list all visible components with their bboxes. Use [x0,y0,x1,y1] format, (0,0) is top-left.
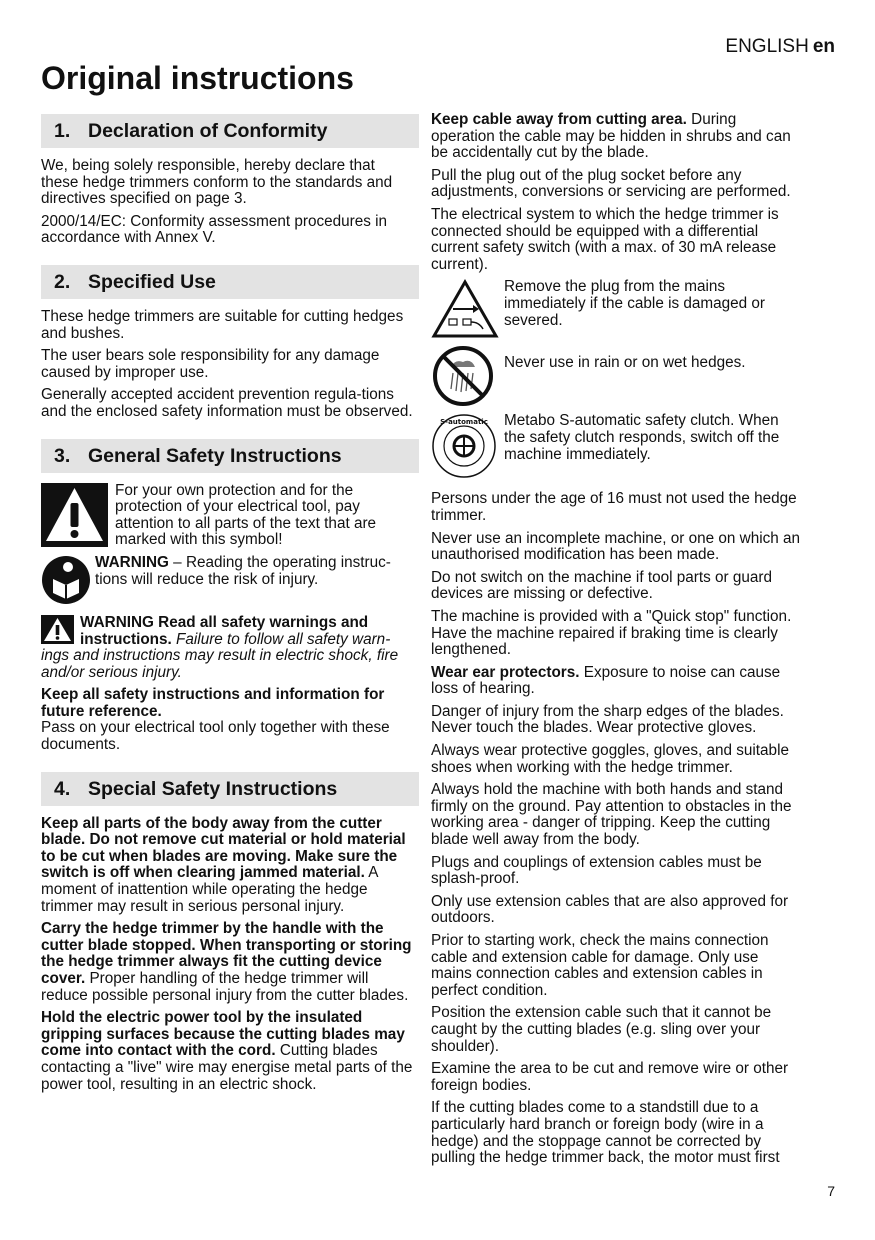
section-title: General Safety Instructions [88,444,342,467]
warning-read-text [95,555,413,588]
paragraph: Always hold the machine with both hands and stand firmly on the ground. Pay attention to obstacles in the working area - danger of tripping. Keep the cutting blade well away from the body. [431,781,792,849]
left-column [41,114,413,1099]
paragraph: Always wear protective goggles, gloves, and suitable shoes when working with the hedge trimmer. [431,742,789,776]
no-rain-row [431,345,803,407]
page-title: Original instructions [41,60,354,96]
paragraph [41,921,413,1004]
section-number: 4. [54,777,71,800]
clutch-row [431,413,803,479]
paragraph: Never use an incomplete machine, or one on which an unauthorised modification has been made. [431,529,801,564]
section-title: Special Safety Instructions [88,777,338,800]
section-title: Declaration of Conformity [88,120,328,142]
body-text: Exposure to noise can cause loss of hearing. [431,663,781,698]
no-rain-icon [431,345,495,407]
paragraph: Plugs and couplings of extension cables must be splash-proof. [431,853,762,888]
unplug-row [431,279,803,339]
paragraph: Do not switch on the machine if tool parts or guard devices are missing or defective. [431,568,772,603]
paragraph: Examine the area to be cut and remove wire or other foreign bodies. [431,1060,789,1094]
section-heading-2 [41,265,419,299]
section-heading-4 [41,772,419,806]
bold-text: Hold the electric power tool by the insulated gripping surfaces because the cutting blades may come into contact with the cord. [41,1009,405,1060]
paragraph: Danger of injury from the sharp edges of the blades. Never touch the blades. Wear protective gloves. [431,702,784,737]
paragraph: Never use in rain or on wet hedges. [504,354,746,372]
paragraph: If the cutting blades come to a standstill due to a particularly hard branch or foreign body (wire in a hedge) and the stoppage cannot be corrected by pulling the hedge trimmer back, the motor must first [431,1099,780,1167]
unplug-warning-icon [431,279,499,339]
paragraph: For your own protection and for the protection of your electrical tool, pay attention to all parts of the text that are marked with this symbol! [115,481,377,549]
warning-all-paragraph [41,615,413,681]
s-automatic-clutch-icon [431,413,497,479]
paragraph: Generally accepted accident prevention regula-tions and the enclosed safety information must be observed. [41,386,413,420]
paragraph [431,112,803,162]
bold-text: Keep cable away from cutting area. [431,111,687,128]
small-warning-icon [41,615,74,644]
exclamation-warning-icon [41,483,108,547]
body-text: During operation the cable may be hidden in shrubs and can be accidentally cut by the blade. [431,111,791,162]
paragraph: Prior to starting work, check the mains connection cable and extension cable for damage. Only use mains connection cables and extension cables in perfect condition. [431,932,769,999]
paragraph: Remove the plug from the mains immediately if the cable is damaged or severed. [504,278,766,329]
language-code: en [812,36,835,57]
paragraph: 2000/14/EC: Conformity assessment procedures in accordance with Annex V. [41,212,388,247]
paragraph: Position the extension cable such that it cannot be caught by the cutting blades (e.g. sling over your shoulder). [431,1004,772,1055]
paragraph [41,1010,413,1093]
paragraph: Metabo S-automatic safety clutch. When the safety clutch responds, switch off the machine immediately. [504,412,780,463]
bold-text: Carry the hedge trimmer by the handle with the cutter blade stopped. When transporting or storing the hedge trimmer always fit the cutting device cover. [41,920,412,987]
warning-text: – Reading the operating instruc-tions will reduce the risk of injury. [95,553,391,588]
language-indicator [725,36,835,58]
bold-text: Wear ear protectors. [431,663,580,681]
page-number: 7 [827,1183,835,1199]
paragraph: Pull the plug out of the plug socket before any adjustments, conversions or servicing are performed. [431,166,791,201]
keep-instructions-text: Pass on your electrical tool only together with these documents. [41,719,390,754]
paragraph: The user bears sole responsibility for any damage caused by improper use. [41,347,380,381]
warning-label: WARNING [95,553,169,571]
body-text: Proper handling of the hedge trimmer will reduce possible personal injury from the cutter blades. [41,970,409,1004]
paragraph: We, being solely responsible, hereby declare that these hedge trimmers conform to the standards and directives specified on page 3. [41,157,393,208]
body-text: A moment of inattention while operating the hedge trimmer may result in serious personal injury. [41,864,378,915]
paragraph: The electrical system to which the hedge trimmer is connected should be equipped with a differential current safety switch (with a max. of 30 mA release current). [431,205,779,273]
safety-symbol-row [41,483,413,549]
section-heading-1 [41,114,419,148]
paragraph: Persons under the age of 16 must not used the hedge trimmer. [431,490,797,524]
section-title: Specified Use [88,270,216,293]
section-number: 3. [54,444,71,467]
right-column [431,112,803,1173]
body-text: Cutting blades contacting a "live" wire may energise metal parts of the power tool, resulting in an electric shock. [41,1042,413,1093]
paragraph: These hedge trimmers are suitable for cutting hedges and bushes. [41,307,404,342]
paragraph [431,665,803,698]
warning-all-italic: Failure to follow all safety warn-ings and instructions may result in electric shock, fire and/or serious injury. [41,630,399,681]
section-heading-3 [41,439,419,473]
language-label: ENGLISH [725,36,809,57]
paragraph: Only use extension cables that are also approved for outdoors. [431,892,789,927]
keep-instructions-bold: Keep all safety instructions and information for future reference. [41,686,385,720]
keep-instructions-paragraph [41,687,413,753]
paragraph: The machine is provided with a "Quick stop" function. Have the machine repaired if braking time is clearly lengthened. [431,607,792,659]
section-number: 1. [54,120,71,142]
read-manual-row [41,555,413,605]
bold-text: Keep all parts of the body away from the cutter blade. Do not remove cut material or hold material to be cut when blades are moving. Make sure the switch is off when clearing jammed material. [41,814,406,882]
section-number: 2. [54,270,71,293]
warning-all-bold: WARNING Read all safety warnings and instructions. [80,613,369,648]
clutch-logo-text: S-automatic [440,418,488,427]
paragraph [41,816,413,916]
read-manual-icon [41,555,91,605]
